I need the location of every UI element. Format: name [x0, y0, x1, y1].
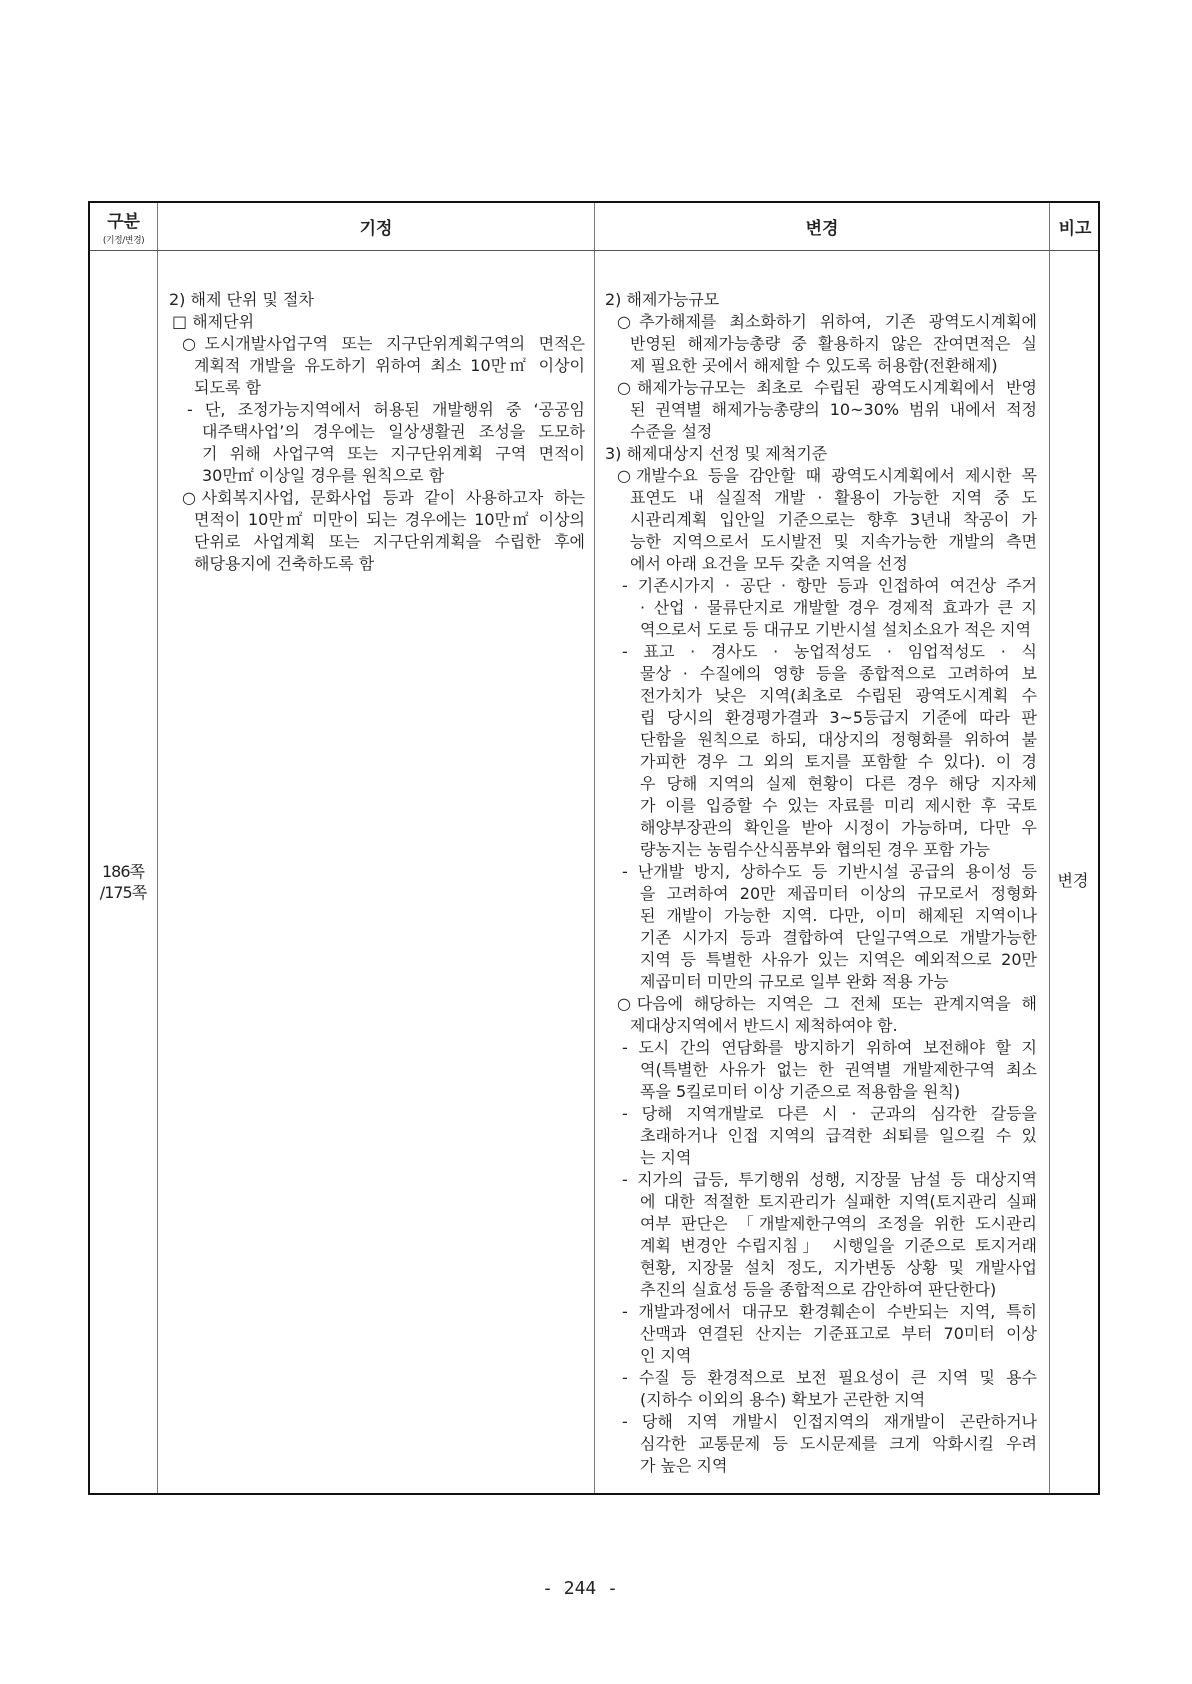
- text-line: 반영된 해제가능총량 중 활용하지 않은 잔여면적은 실: [630, 334, 1037, 353]
- text-line: ○해제가능규모는 최초로 수립된 광역도시계획에서 반영: [617, 378, 1037, 397]
- text-line: - 표고 · 경사도 · 농업적성도 · 임업적성도 · 식: [622, 642, 1037, 661]
- text-line: ○추가해제를 최소화하기 위하여, 기존 광역도시계획에: [617, 312, 1037, 331]
- text-line: 대주택사업’의 경우에는 일상생활권 조성을 도모하: [202, 422, 585, 441]
- text-line: 단함을 원칙으로 하되, 대상지의 정형화를 위하여 불: [640, 730, 1037, 749]
- page-reference: [92, 861, 154, 903]
- paragraph-d: [169, 399, 585, 487]
- text-line: ○사회복지사업, 문화사업 등과 같이 사용하고자 하는: [182, 488, 585, 507]
- paragraph-d: [605, 1103, 1037, 1169]
- text-line: 가 높은 지역: [640, 1456, 728, 1475]
- text-line: 역으로서 도로 등 대규모 기반시설 설치소요가 적은 지역: [640, 620, 1032, 639]
- page-number: - 244 -: [542, 1578, 618, 1599]
- paragraph-d: [605, 861, 1037, 993]
- text-line: 초래하거나 인접 지역의 급격한 쇠퇴를 일으킬 수 있: [640, 1126, 1037, 1145]
- text-line: 가피한 경우 그 외의 토지를 포함할 수 있다). 이 경: [640, 752, 1037, 771]
- text-line: 제대상지역에서 반드시 제척하여야 함.: [630, 1016, 898, 1035]
- text-line: 산맥과 연결된 산지는 기준표고로 부터 70미터 이상: [640, 1324, 1037, 1343]
- text-line: 현황, 지장물 설치 정도, 지가변동 상황 및 개발사업: [640, 1258, 1037, 1277]
- text-line: 심각한 교통문제 등 도시문제를 크게 악화시킬 우려: [640, 1434, 1037, 1453]
- comparison-table: [88, 201, 1100, 1495]
- text-line: 되도록 함: [194, 378, 261, 397]
- text-line: - 당해 지역 개발시 인접지역의 재개발이 곤란하거나: [622, 1412, 1037, 1431]
- text-line: 우 당해 지역의 실제 현황이 다른 경우 해당 지자체: [640, 774, 1037, 793]
- changed-text: [605, 289, 1037, 1477]
- text-line: 해양부장관의 확인을 받아 시정이 가능하며, 다만 우: [640, 818, 1037, 837]
- text-line: 을 고려하여 20만 제곱미터 이상의 규모로서 정형화: [640, 884, 1037, 903]
- text-line: 수준을 설정: [630, 422, 713, 441]
- text-line: 인 지역: [640, 1346, 692, 1365]
- page-ref-changed: /175쪽: [99, 883, 147, 902]
- page-ref-original: 186쪽: [102, 862, 144, 881]
- header-category-label: 구분: [107, 212, 140, 232]
- text-line: - 개발과정에서 대규모 환경훼손이 수반되는 지역, 특히: [622, 1302, 1037, 1321]
- text-line: 여부 판단은 「개발제한구역의 조정을 위한 도시관리: [640, 1214, 1037, 1233]
- text-line: - 지가의 급등, 투기행위 성행, 지장물 남설 등 대상지역: [622, 1170, 1037, 1189]
- text-line: 에서 아래 요건을 모두 갖춘 지역을 선정: [630, 554, 908, 573]
- header-original-label: 기정: [359, 219, 393, 239]
- header-divider: [90, 250, 1098, 251]
- text-line: 된 개발이 가능한 지역. 다만, 이미 해제된 지역이나: [640, 906, 1037, 925]
- paragraph-box: [169, 311, 585, 333]
- text-line: 에 대한 적절한 토지관리가 실패한 지역(토지관리 실패: [640, 1192, 1037, 1211]
- text-line: ○도시개발사업구역 또는 지구단위계획구역의 면적은: [182, 334, 585, 353]
- paragraph-o: [605, 993, 1037, 1037]
- header-category-sub: (기정/변경): [102, 236, 145, 246]
- paragraph-h: [169, 289, 585, 311]
- text-line: 물상 · 수질에의 영향 등을 종합적으로 고려하여 보: [640, 664, 1037, 683]
- text-line: 단위로 사업계획 또는 지구단위계획을 수립한 후에: [194, 532, 585, 551]
- paragraph-d: [605, 1411, 1037, 1477]
- paragraph-h: [605, 443, 1037, 465]
- header-changed: [595, 203, 1049, 250]
- text-line: 전가치가 낮은 지역(최초로 수립된 광역도시계획 수: [640, 686, 1037, 705]
- paragraph-o: [169, 333, 585, 399]
- paragraph-d: [605, 641, 1037, 861]
- header-remarks: [1050, 203, 1100, 250]
- paragraph-d: [605, 1367, 1037, 1411]
- text-line: 립 당시의 환경평가결과 3~5등급지 기준에 따라 판: [640, 708, 1037, 727]
- text-line: 기존 시가지 등과 결합하여 단일구역으로 개발가능한: [640, 928, 1037, 947]
- text-line: - 도시 간의 연담화를 방지하기 위하여 보전해야 할 지: [622, 1038, 1037, 1057]
- text-line: □ 해제단위: [172, 312, 255, 331]
- text-line: · 산업 · 물류단지로 개발할 경우 경제적 효과가 큰 지: [640, 598, 1037, 617]
- text-line: ○다음에 해당하는 지역은 그 전체 또는 관계지역을 해: [617, 994, 1037, 1013]
- text-line: 2) 해제가능규모: [605, 290, 720, 309]
- paragraph-d: [605, 575, 1037, 641]
- text-line: 역(특별한 사유가 없는 한 권역별 개발제한구역 최소: [640, 1060, 1037, 1079]
- text-line: 량농지는 농림수산식품부와 협의된 경우 포함 가능: [640, 840, 991, 859]
- paragraph-o: [605, 311, 1037, 377]
- text-line: 능한 지역으로서 도시발전 및 지속가능한 개발의 측면: [630, 532, 1037, 551]
- header-category: [90, 203, 157, 250]
- text-line: 는 지역: [640, 1148, 692, 1167]
- header-remarks-label: 비고: [1058, 219, 1092, 239]
- paragraph-d: [605, 1301, 1037, 1367]
- text-line: 지역 등 특별한 사유가 있는 지역은 예외적으로 20만: [640, 950, 1037, 969]
- text-line: 표연도 내 실질적 개발 · 활용이 가능한 지역 중 도: [630, 488, 1037, 507]
- header-original: [158, 203, 594, 250]
- text-line: 3) 해제대상지 선정 및 제척기준: [605, 444, 828, 463]
- text-line: - 당해 지역개발로 다른 시 · 군과의 심각한 갈등을: [622, 1104, 1037, 1123]
- paragraph-o: [169, 487, 585, 575]
- text-line: - 기존시가지 · 공단 · 항만 등과 인접하여 여건상 주거: [622, 576, 1037, 595]
- text-line: 추진의 실효성 등을 종합적으로 감안하여 판단한다): [640, 1280, 997, 1299]
- paragraph-h: [605, 289, 1037, 311]
- text-line: 계획적 개발을 유도하기 위하여 최소 10만㎡ 이상이: [194, 356, 585, 375]
- paragraph-d: [605, 1037, 1037, 1103]
- text-line: 제곱미터 미만의 규모로 일부 완화 적용 가능: [640, 972, 949, 991]
- header-changed-label: 변경: [805, 219, 839, 239]
- text-line: (지하수 이외의 용수) 확보가 곤란한 지역: [640, 1390, 926, 1409]
- text-line: 시관리계획 입안일 기준으로는 향후 3년내 착공이 가: [630, 510, 1037, 529]
- text-line: 계획 변경안 수립지침」 시행일을 기준으로 토지거래: [640, 1236, 1037, 1255]
- text-line: 제 필요한 곳에서 해제할 수 있도록 허용함(전환해제): [630, 356, 998, 375]
- text-line: - 수질 등 환경적으로 보전 필요성이 큰 지역 및 용수: [622, 1368, 1037, 1387]
- column-divider: [157, 203, 158, 1493]
- paragraph-o: [605, 465, 1037, 575]
- text-line: 면적이 10만㎡ 미만이 되는 경우에는 10만㎡ 이상의: [194, 510, 585, 529]
- paragraph-d: [605, 1169, 1037, 1301]
- text-line: - 난개발 방지, 상하수도 등 기반시설 공급의 용이성 등: [622, 862, 1037, 881]
- text-line: 폭을 5킬로미터 이상 기준으로 적용함을 원칙): [640, 1082, 961, 1101]
- text-line: 된 권역별 해제가능총량의 10~30% 범위 내에서 적정: [630, 400, 1037, 419]
- column-divider: [594, 203, 595, 1493]
- column-divider: [1049, 203, 1050, 1493]
- text-line: 30만㎡ 이상일 경우를 원칙으로 함: [202, 466, 445, 485]
- original-text: [169, 289, 585, 575]
- text-line: - 단, 조정가능지역에서 허용된 개발행위 중 ‘공공임: [187, 400, 585, 419]
- text-line: 2) 해제 단위 및 절차: [169, 290, 314, 309]
- text-line: ○개발수요 등을 감안할 때 광역도시계획에서 제시한 목: [617, 466, 1037, 485]
- paragraph-o: [605, 377, 1037, 443]
- text-line: 해당용지에 건축하도록 함: [194, 554, 375, 573]
- text-line: 기 위해 사업구역 또는 지구단위계획 구역 면적이: [202, 444, 585, 463]
- text-line: 가 이를 입증할 수 있는 자료를 미리 제시한 후 국토: [640, 796, 1037, 815]
- remark-value: 변경: [1057, 871, 1089, 890]
